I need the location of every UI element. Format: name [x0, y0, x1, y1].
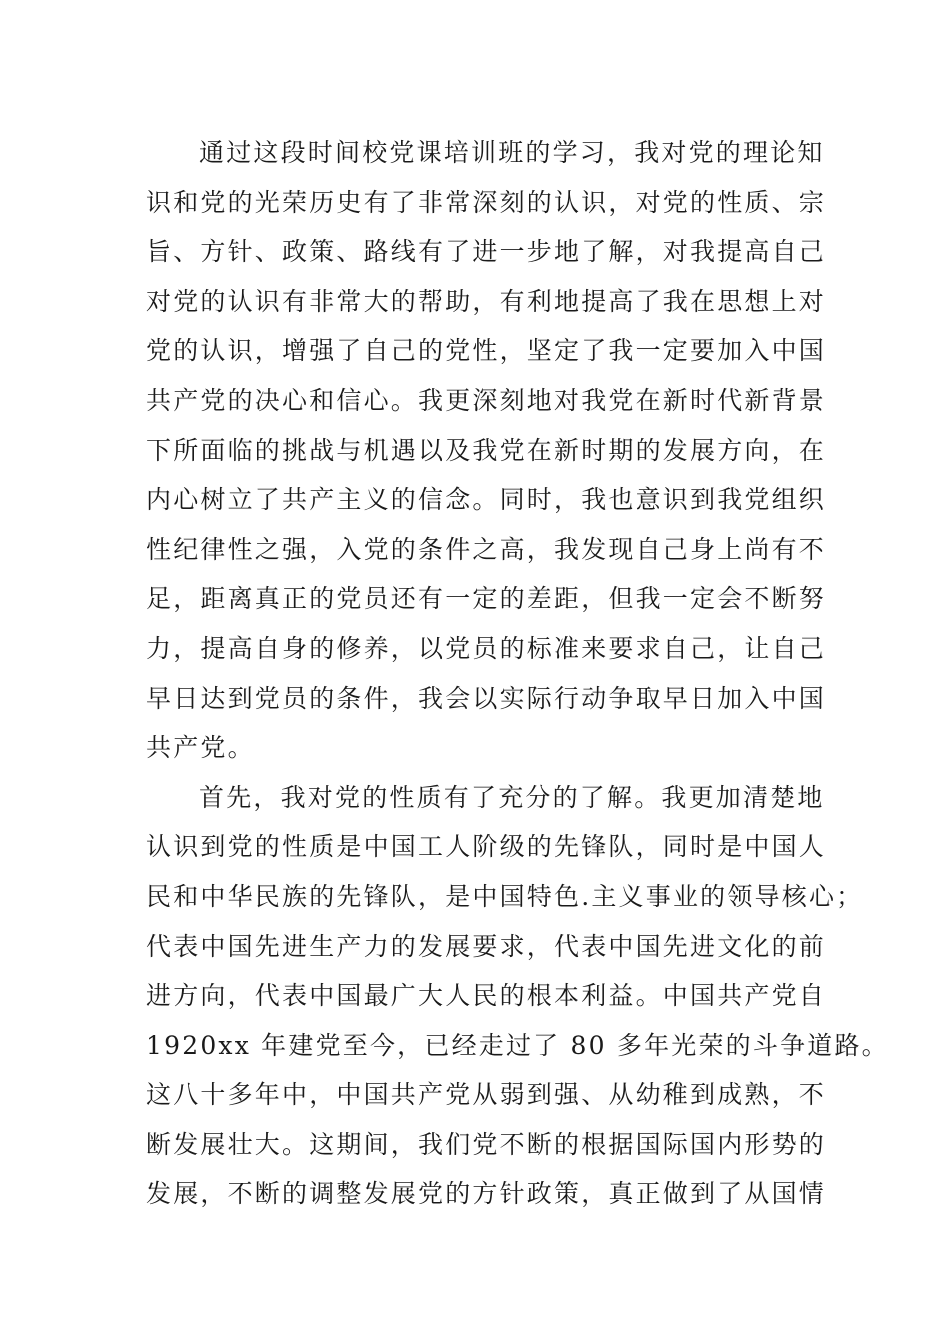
text-line: 通过这段时间校党课培训班的学习，我对党的理论知: [199, 138, 825, 167]
paragraph-2: [146, 773, 889, 1219]
text-line: 认识到党的性质是中国工人阶级的先锋队，同时是中国人: [146, 832, 827, 862]
paragraph-1: [146, 128, 827, 773]
text-line: 发展，不断的调整发展党的方针政策，真正做到了从国情: [146, 1179, 827, 1209]
text-line: 共产党的决心和信心。我更深刻地对我党在新时代新背景: [146, 385, 827, 415]
text-line: 代表中国先进生产力的发展要求，代表中国先进文化的前: [146, 931, 827, 961]
text-line: 党的认识，增强了自己的党性，坚定了我一定要加入中国: [146, 336, 827, 366]
text-line: 力，提高自身的修养，以党员的标准来要求自己，让自己: [146, 633, 827, 663]
text-line: 民和中华民族的先锋队，是中国特色.主义事业的领导核心；: [146, 881, 864, 911]
text-line: 足，距离真正的党员还有一定的差距，但我一定会不断努: [146, 584, 827, 614]
text-line: 早日达到党员的条件，我会以实际行动争取早日加入中国: [146, 683, 827, 713]
text-line: 下所面临的挑战与机遇以及我党在新时期的发展方向，在: [146, 435, 827, 465]
text-line: 1920xx 年建党至今，已经走过了 80 多年光荣的斗争道路。: [146, 1030, 889, 1060]
text-line: 识和党的光荣历史有了非常深刻的认识，对党的性质、宗: [146, 187, 827, 217]
text-line: 首先，我对党的性质有了充分的了解。我更加清楚地: [199, 782, 825, 812]
text-line: 这八十多年中，中国共产党从弱到强、从幼稚到成熟，不: [146, 1080, 827, 1110]
text-line: 内心树立了共产主义的信念。同时，我也意识到我党组织: [146, 485, 827, 515]
text-line: 共产党。: [146, 733, 255, 763]
document-body: [146, 128, 889, 1219]
text-line: 对党的认识有非常大的帮助，有利地提高了我在思想上对: [146, 286, 827, 316]
text-line: 性纪律性之强，入党的条件之高，我发现自己身上尚有不: [146, 534, 827, 564]
text-line: 进方向，代表中国最广大人民的根本利益。中国共产党自: [146, 981, 827, 1011]
text-line: 旨、方针、政策、路线有了进一步地了解，对我提高自己: [146, 237, 827, 267]
text-line: 断发展壮大。这期间，我们党不断的根据国际国内形势的: [146, 1129, 827, 1159]
